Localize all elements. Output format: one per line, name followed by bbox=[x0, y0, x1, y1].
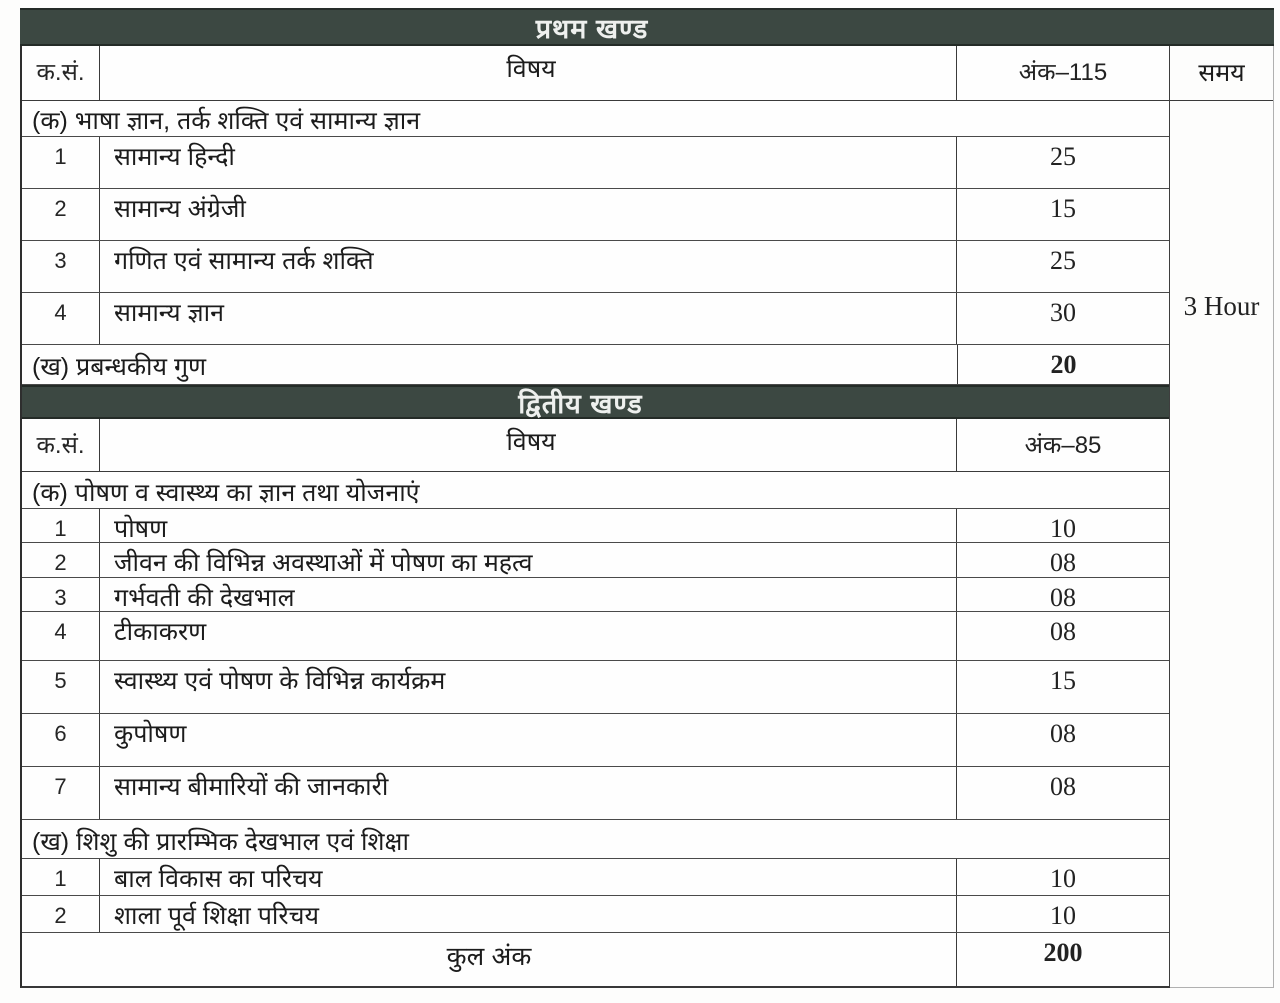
marks-cell: 10 bbox=[1050, 901, 1076, 930]
header-cell-subject: विषय bbox=[100, 419, 957, 471]
subject-cell: पोषण bbox=[100, 509, 957, 542]
table-row bbox=[22, 767, 1169, 820]
row-number-cell: 1 bbox=[22, 509, 100, 542]
header-cell-marks: अंक–85 bbox=[1024, 432, 1102, 459]
marks-cell: 10 bbox=[1050, 864, 1076, 893]
marks-cell: 08 bbox=[1050, 583, 1076, 612]
marks-cell: 15 bbox=[1050, 194, 1076, 223]
table-row bbox=[22, 896, 1169, 933]
table-row bbox=[22, 137, 1169, 189]
row-number-cell: 2 bbox=[22, 189, 100, 240]
header-cell-marks: अंक–115 bbox=[1018, 59, 1108, 86]
section2-column-header-row bbox=[22, 419, 1169, 472]
section1-column-header-row bbox=[22, 46, 1169, 101]
subject-cell: गर्भवती की देखभाल bbox=[100, 578, 957, 611]
section2-header-bar bbox=[22, 385, 1169, 419]
row-number-cell: 3 bbox=[22, 241, 100, 292]
marks-cell: 30 bbox=[1050, 298, 1076, 327]
section1-header-bar bbox=[20, 8, 1274, 46]
row-number-cell: 6 bbox=[22, 714, 100, 766]
marks-cell: 08 bbox=[1050, 617, 1076, 646]
marks-cell: 25 bbox=[1050, 246, 1076, 275]
subject-cell: जीवन की विभिन्न अवस्थाओं में पोषण का महत्व bbox=[100, 543, 957, 577]
section2-rows bbox=[22, 472, 1169, 933]
marks-cell: 25 bbox=[1050, 142, 1076, 171]
table-row bbox=[22, 578, 1169, 612]
table-row bbox=[22, 509, 1169, 543]
group-label: (क) पोषण व स्वास्थ्य का ज्ञान तथा योजनाएं bbox=[32, 478, 420, 507]
table-row bbox=[22, 543, 1169, 578]
syllabus-table bbox=[20, 8, 1274, 988]
row-number-cell: 4 bbox=[22, 293, 100, 344]
table-body bbox=[20, 46, 1274, 988]
section2-title: द्वितीय खण्ड bbox=[518, 388, 643, 419]
table-row bbox=[22, 101, 1169, 137]
section1-title: प्रथम खण्ड bbox=[535, 13, 649, 44]
row-number-cell: 2 bbox=[22, 896, 100, 932]
group-label: (क) भाषा ज्ञान, तर्क शक्ति एवं सामान्य ज्ञान bbox=[32, 107, 421, 135]
row-number-cell: 5 bbox=[22, 661, 100, 713]
table-row bbox=[22, 714, 1169, 767]
table-row bbox=[22, 661, 1169, 714]
table-row bbox=[22, 612, 1169, 661]
subject-cell: बाल विकास का परिचय bbox=[100, 859, 957, 895]
table-row bbox=[22, 472, 1169, 509]
subject-cell: टीकाकरण bbox=[100, 612, 957, 660]
header-cell-subject: विषय bbox=[100, 46, 957, 100]
row-number-cell: 7 bbox=[22, 767, 100, 819]
subject-cell: गणित एवं सामान्य तर्क शक्ति bbox=[100, 241, 957, 292]
main-columns bbox=[20, 46, 1170, 988]
subject-cell: सामान्य बीमारियों की जानकारी bbox=[100, 767, 957, 819]
section1-rows bbox=[22, 101, 1169, 385]
total-label: कुल अंक bbox=[22, 933, 957, 986]
group-label: (ख) शिशु की प्रारम्भिक देखभाल एवं शिक्षा bbox=[32, 827, 409, 856]
marks-cell: 20 bbox=[957, 345, 1169, 384]
table-row bbox=[22, 241, 1169, 293]
table-row bbox=[22, 293, 1169, 345]
row-number-cell: 3 bbox=[22, 578, 100, 611]
header-cell-serial: क.सं. bbox=[22, 419, 100, 471]
marks-cell: 08 bbox=[1050, 772, 1076, 801]
total-row bbox=[22, 933, 1169, 986]
subject-cell: कुपोषण bbox=[100, 714, 957, 766]
marks-cell: 08 bbox=[1050, 719, 1076, 748]
subject-cell: शाला पूर्व शिक्षा परिचय bbox=[100, 896, 957, 932]
subject-cell: सामान्य अंग्रेजी bbox=[100, 189, 957, 240]
table-row bbox=[22, 189, 1169, 241]
row-number-cell: 1 bbox=[22, 137, 100, 188]
row-number-cell: 4 bbox=[22, 612, 100, 660]
time-column bbox=[1170, 46, 1274, 988]
header-cell-time: समय bbox=[1170, 46, 1273, 101]
subject-cell: स्वास्थ्य एवं पोषण के विभिन्न कार्यक्रम bbox=[100, 661, 957, 713]
marks-cell: 15 bbox=[1050, 666, 1076, 695]
row-number-cell: 1 bbox=[22, 859, 100, 895]
subject-cell: सामान्य हिन्दी bbox=[100, 137, 957, 188]
marks-cell: 10 bbox=[1050, 514, 1076, 543]
subject-cell: सामान्य ज्ञान bbox=[100, 293, 957, 344]
group-label: (ख) प्रबन्धकीय गुण bbox=[32, 353, 207, 381]
marks-cell: 08 bbox=[1050, 548, 1076, 577]
header-cell-serial: क.सं. bbox=[22, 46, 100, 100]
total-marks: 200 bbox=[1043, 938, 1083, 967]
time-value-cell: 3 Hour bbox=[1183, 291, 1260, 321]
table-row bbox=[22, 820, 1169, 859]
table-row bbox=[22, 859, 1169, 896]
table-row bbox=[22, 345, 1169, 385]
row-number-cell: 2 bbox=[22, 543, 100, 577]
